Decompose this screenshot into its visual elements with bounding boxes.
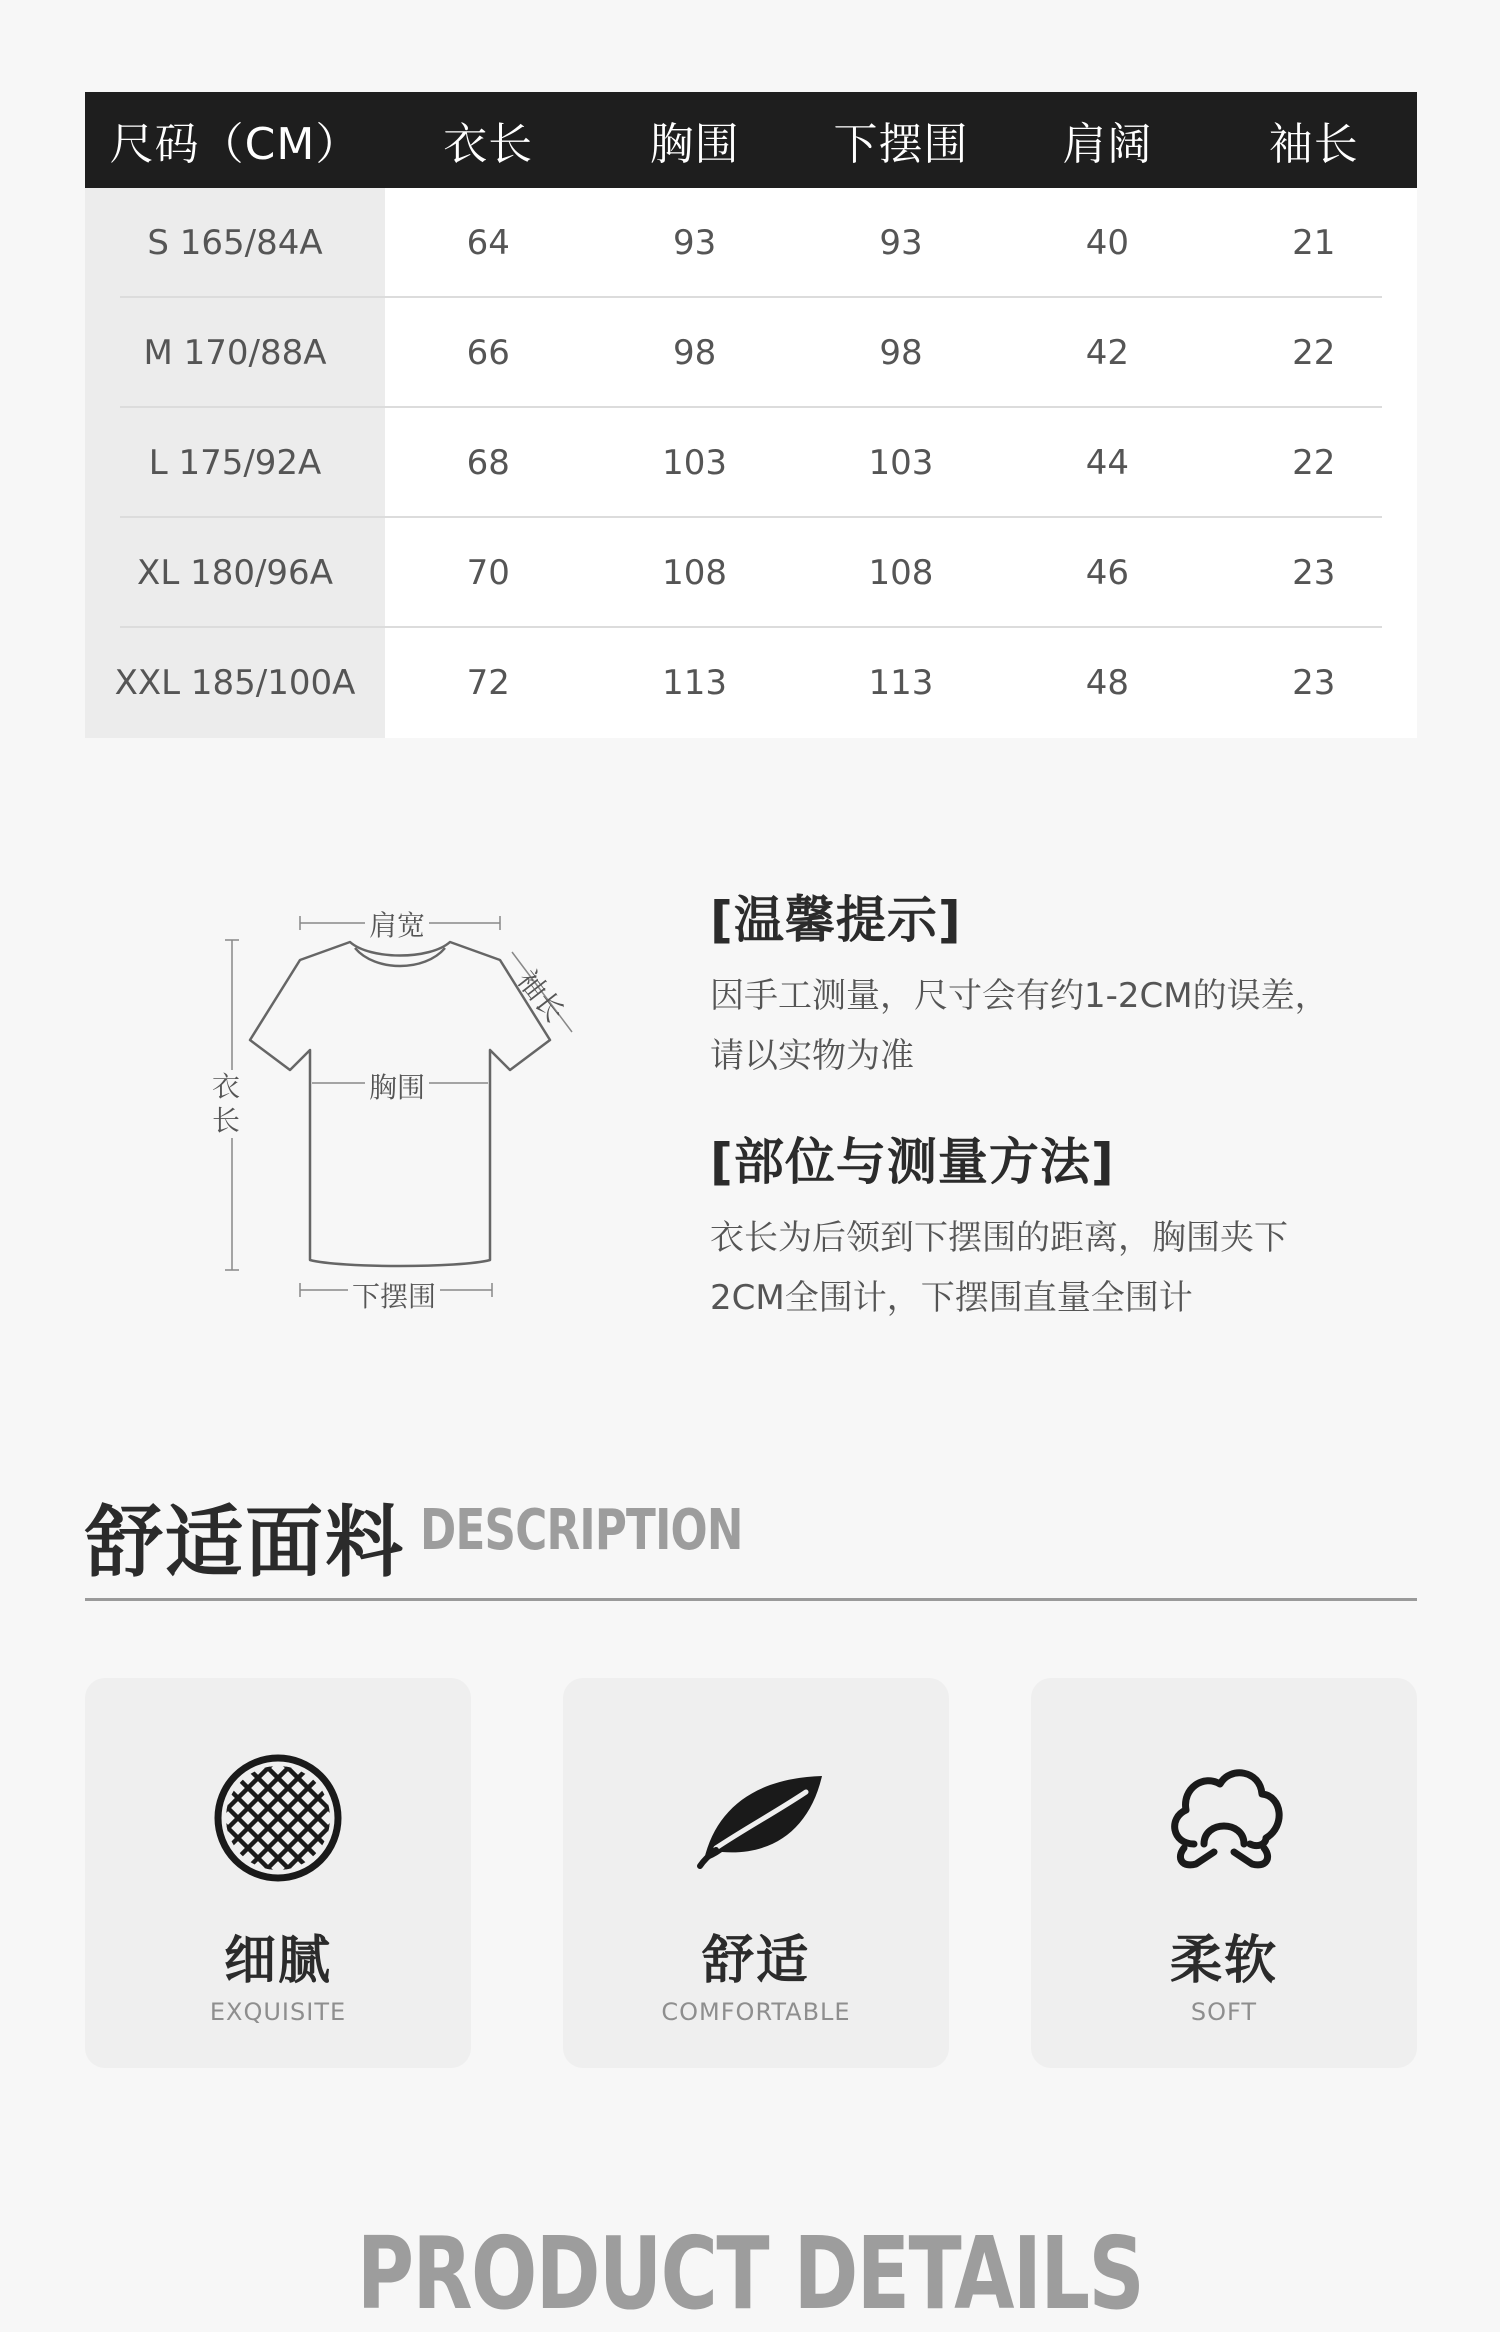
table-row: [85, 188, 1417, 298]
sleeve-cell: 22: [1292, 333, 1336, 373]
feature-card-exquisite: [85, 1678, 471, 2068]
table-row: [85, 628, 1417, 738]
shoulder-cell: 46: [1085, 553, 1129, 593]
length-cell: 66: [466, 333, 510, 373]
shoulder-cell: 40: [1085, 223, 1129, 263]
tip-line: 衣长为后领到下摆围的距离，胸围夹下: [710, 1218, 1288, 1258]
hem-cell: 113: [868, 663, 934, 703]
shoulder-width-label: 肩宽: [365, 904, 429, 944]
hem-cell: 103: [868, 443, 934, 483]
header-shoulder: 肩阔: [1062, 119, 1153, 170]
length-label: 衣长: [212, 1070, 241, 1137]
sleeve-cell: 23: [1292, 663, 1336, 703]
tshirt-measurement-diagram: [200, 890, 600, 1330]
tip-line: 因手工测量，尺寸会有约1-2CM的误差，: [710, 976, 1329, 1016]
size-cell: M 170/88A: [143, 333, 327, 373]
tip-text-method: [710, 1208, 1390, 1328]
tshirt-outline-icon: [200, 890, 600, 1330]
description-section-header: [85, 1480, 1417, 1601]
hem-cell: 93: [879, 223, 923, 263]
length-cell: 64: [466, 223, 510, 263]
tip-line: 请以实物为准: [710, 1036, 914, 1076]
shoulder-cell: 42: [1085, 333, 1129, 373]
chest-cell: 103: [662, 443, 728, 483]
size-chart-header-row: [85, 92, 1417, 188]
length-cell: 72: [466, 663, 510, 703]
leaf-icon: [686, 1748, 826, 1888]
table-row: [85, 518, 1417, 628]
size-chart-body: [85, 188, 1417, 738]
sleeve-cell: 22: [1292, 443, 1336, 483]
chest-label: 胸围: [365, 1066, 429, 1106]
chest-cell: 93: [672, 223, 717, 263]
feature-title-cn: 柔软: [1169, 1931, 1278, 1991]
hem-label: 下摆围: [348, 1275, 440, 1315]
tip-line: 2CM全围计，下摆围直量全围计: [710, 1278, 1193, 1318]
header-hem: 下摆围: [833, 119, 969, 170]
size-cell: L 175/92A: [148, 443, 322, 483]
header-sleeve: 袖长: [1268, 119, 1359, 170]
size-cell: XL 180/96A: [137, 553, 333, 593]
feature-title-en: EXQUISITE: [209, 1998, 347, 2026]
shoulder-cell: 44: [1085, 443, 1129, 483]
chest-cell: 108: [662, 553, 728, 593]
product-details-heading: PRODUCT DETAILS: [356, 2215, 1144, 2332]
feature-title-en: COMFORTABLE: [661, 1998, 851, 2026]
chest-cell: 98: [672, 333, 717, 373]
feature-title-cn: 细腻: [223, 1931, 332, 1991]
length-cell: 70: [466, 553, 510, 593]
sleeve-length-label: 袖长: [510, 963, 572, 1029]
tip-title-warm: [温馨提示]: [710, 891, 962, 949]
feature-title-cn: 舒适: [701, 1931, 810, 1991]
feature-card-comfortable: [563, 1678, 949, 2068]
size-cell: XXL 185/100A: [114, 663, 356, 703]
sleeve-cell: 23: [1292, 553, 1336, 593]
tip-text-warm: [710, 966, 1390, 1086]
table-row: [85, 408, 1417, 518]
header-size: 尺码（CM）: [109, 119, 361, 170]
feature-card-soft: [1031, 1678, 1417, 2068]
fabric-weave-icon: [208, 1748, 348, 1888]
description-title-cn: 舒适面料: [85, 1498, 406, 1588]
size-cell: S 165/84A: [147, 223, 323, 263]
header-length: 衣长: [443, 119, 534, 170]
chest-cell: 113: [662, 663, 728, 703]
size-chart-table: [85, 92, 1417, 738]
tip-title-method: [部位与测量方法]: [710, 1133, 1115, 1191]
feature-title-en: SOFT: [1190, 1998, 1258, 2026]
hem-cell: 108: [868, 553, 934, 593]
description-title-en: DESCRIPTION: [420, 1498, 743, 1563]
shoulder-cell: 48: [1085, 663, 1129, 703]
cotton-icon: [1154, 1748, 1294, 1888]
hem-cell: 98: [879, 333, 923, 373]
header-chest: 胸围: [649, 119, 740, 170]
sleeve-cell: 21: [1292, 223, 1336, 263]
length-cell: 68: [466, 443, 510, 483]
table-row: [85, 298, 1417, 408]
measurement-tips: [710, 880, 1390, 1364]
